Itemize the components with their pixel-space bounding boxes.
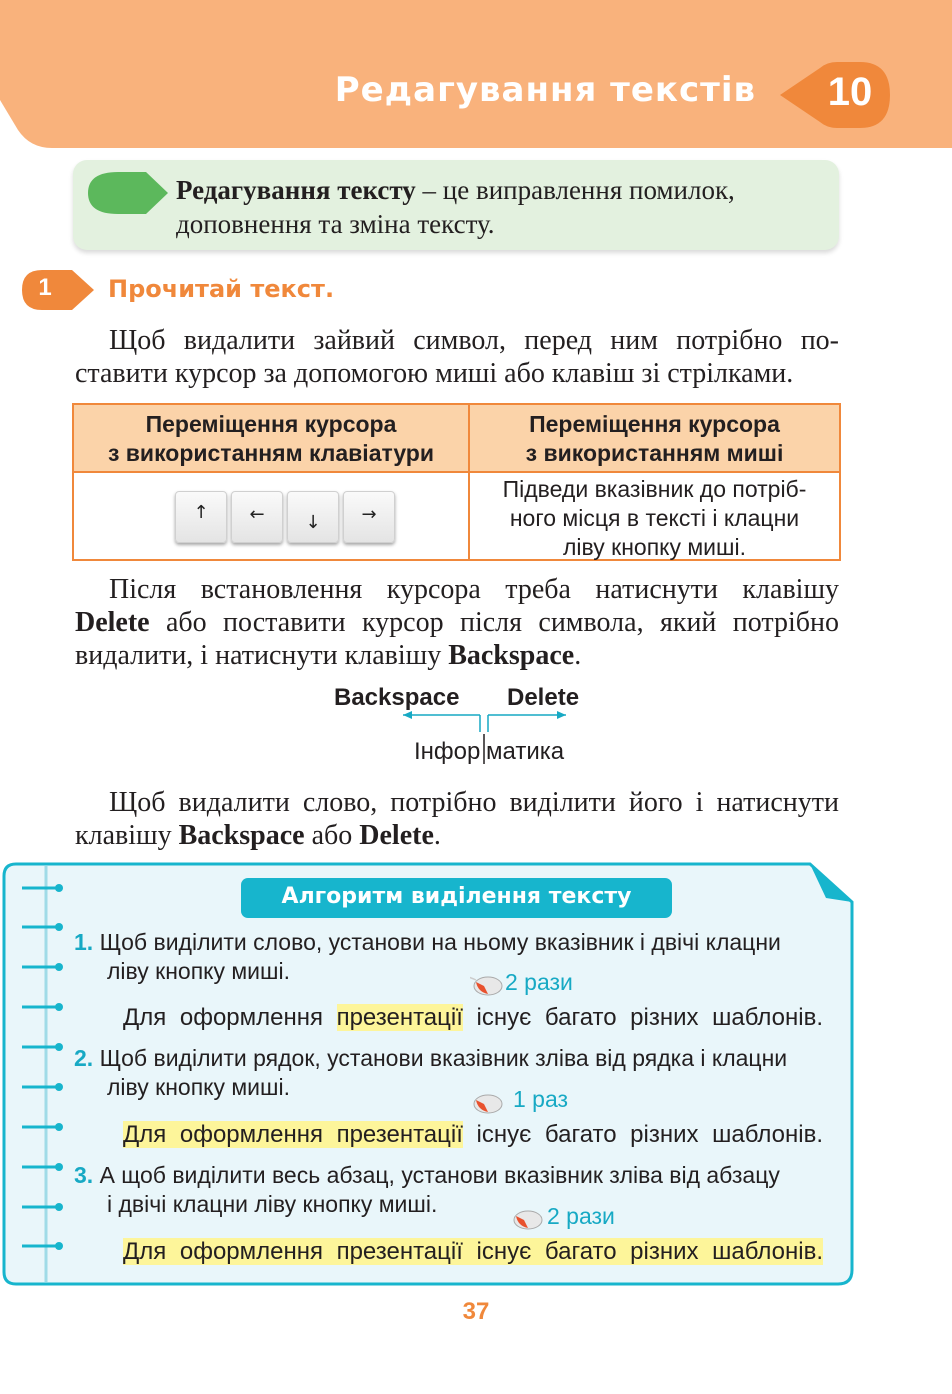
algorithm-step-3: 3. А щоб виділити весь абзац, установи вказівник зліва від абзацу і двічі клацни ліву кнопку миші.: [74, 1162, 780, 1217]
binder-ring-icon: [22, 1162, 64, 1172]
table-cell-keys: [74, 471, 470, 559]
table-header-keyboard: Переміщення курсора з використанням клавіатури: [74, 405, 470, 471]
intro-paragraph: Щоб видалити зайвий символ, перед ним потрібно по- ставити курсор за допомогою миші або клавіш зі стрілками.: [75, 325, 839, 389]
click-count: 1 раз: [513, 1086, 569, 1112]
binder-ring-icon: [22, 1202, 64, 1212]
click-count: 2 рази: [547, 1203, 615, 1229]
mouse-icon: [470, 974, 504, 996]
example-paragraph: Для оформлення презентації існує багато різних шаблонів.: [123, 1238, 823, 1265]
binder-ring-icon: [22, 1042, 64, 1052]
backspace-label: Backspace: [334, 684, 460, 711]
delete-label: Delete: [507, 684, 580, 711]
word-delete-paragraph: Щоб видалити слово, потрібно виділити його і натиснути клавішу Backspace або Delete.: [75, 787, 839, 851]
cursor-table: [72, 403, 841, 561]
algorithm-step-1: 1. Щоб виділити слово, установи на ньому вказівник і двічі клацни ліву кнопку миші.: [74, 929, 781, 984]
binder-ring-icon: [22, 1082, 64, 1092]
definition-line2: доповнення та зміна тексту.: [176, 209, 495, 239]
definition-text: [176, 173, 820, 241]
arrow-left-key: ←: [231, 491, 283, 543]
task-label: Прочитай текст.: [108, 275, 335, 303]
page-number: 37: [462, 1298, 490, 1325]
binder-ring-icon: [22, 962, 64, 972]
word-left-part: Інфор: [414, 738, 481, 765]
task-number: 1: [38, 274, 52, 301]
word-right-part: матика: [486, 738, 565, 765]
example-line: Для оформлення презентації існує багато різних шаблонів.: [123, 1121, 823, 1148]
chapter-title: Редагування текстів: [334, 70, 756, 110]
algorithm-title: Алгоритм виділення тексту: [281, 884, 632, 909]
binder-ring-icon: [22, 1241, 64, 1251]
click-count: 2 рази: [505, 969, 573, 995]
algorithm-step-2: 2. Щоб виділити рядок, установи вказівник зліва від рядка і клацни ліву кнопку миші.: [74, 1045, 788, 1100]
definition-term: Редагування тексту: [176, 175, 416, 205]
definition-rest: – це виправлення помилок,: [415, 175, 735, 205]
chapter-number: 10: [827, 70, 873, 114]
binder-ring-icon: [22, 883, 64, 893]
binder-ring-icon: [22, 1122, 64, 1132]
table-header-mouse: Переміщення курсора з використанням миші: [470, 405, 839, 471]
leaf-icon: [88, 170, 168, 216]
mouse-icon: [470, 1092, 504, 1114]
after-paragraph: Після встановлення курсора треба натиснути клавішу Delete або поставити курсор після символа, який потрібно видалити, і натиснути клавішу Backspace.: [75, 574, 839, 671]
binder-ring-icon: [22, 922, 64, 932]
arrow-down-key: ↓: [287, 491, 339, 543]
table-cell-mouse: Підведи вказівник до потріб- ного місця в тексті і клацни ліву кнопку миші.: [470, 471, 839, 559]
arrow-right-key: →: [343, 491, 395, 543]
arrow-up-key: ↑: [175, 491, 227, 543]
binder-ring-icon: [22, 1002, 64, 1012]
example-word: Для оформлення презентації існує багато різних шаблонів.: [123, 1004, 823, 1031]
mouse-icon: [510, 1208, 544, 1230]
